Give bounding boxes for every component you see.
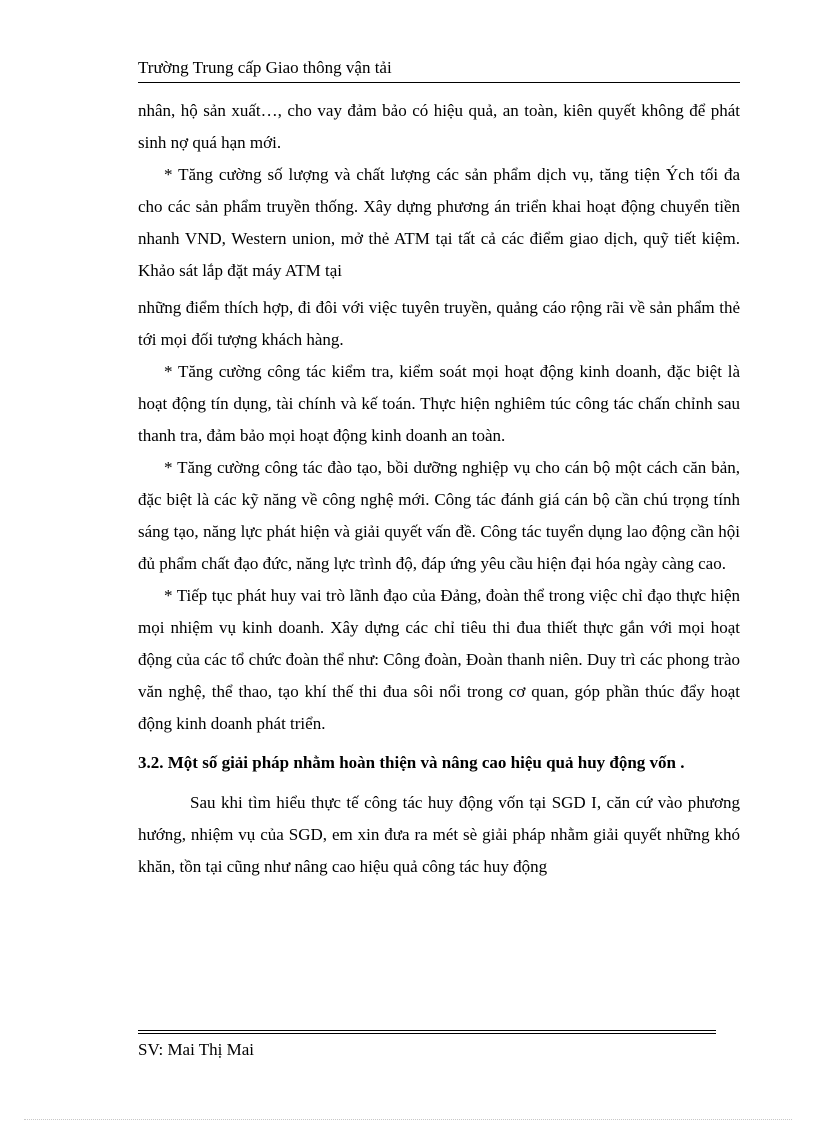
footer-author: SV: Mai Thị Mai xyxy=(138,1040,255,1059)
header-title: Trường Trung cấp Giao thông vận tải xyxy=(138,58,392,77)
paragraph-7: Sau khi tìm hiểu thực tế công tác huy động vốn tại SGD I, căn cứ vào phương hướng, nhiệm vụ của SGD, em xin đưa ra mét sè giải pháp nhằm giải quyết những khó khăn, tồn tại cũng như nâng cao hiệu quả công tác huy động xyxy=(138,793,740,876)
footer-rule-top xyxy=(138,1030,716,1031)
paragraph-2: * Tăng cường số lượng và chất lượng các sản phẩm dịch vụ, tăng tiện Ých tối đa cho các sản phẩm truyền thống. Xây dựng phương án triển khai hoạt động chuyển tiền nhanh VND, Western union, mở thẻ ATM tại tất cả các điểm giao dịch, quỹ tiết kiệm. Khảo sát lắp đặt máy ATM tại xyxy=(138,165,740,280)
paragraph-6: * Tiếp tục phát huy vai trò lãnh đạo của Đảng, đoàn thể trong việc chỉ đạo thực hiện mọi nhiệm vụ kinh doanh. Xây dựng các chỉ tiêu thi đua thiết thực gắn với mọi hoạt động của các tổ chức đoàn thể như: Công đoàn, Đoàn thanh niên. Duy trì các phong trào văn nghệ, thể thao, tạo khí thế thi đua sôi nổi trong cơ quan, góp phần thúc đẩy hoạt động kinh doanh phát triển. xyxy=(138,586,740,733)
paragraph-5: * Tăng cường công tác đào tạo, bồi dưỡng nghiệp vụ cho cán bộ một cách căn bản, đặc biệt là các kỹ năng về công nghệ mới. Công tác đánh giá cán bộ cần chú trọng tính sáng tạo, năng lực phát hiện và giải quyết vấn đề. Công tác tuyển dụng lao động cần hội đủ phẩm chất đạo đức, năng lực trình độ, đáp ứng yêu cầu hiện đại hóa ngày càng cao. xyxy=(138,458,740,573)
page-body xyxy=(138,95,740,883)
section-heading: 3.2. Một số giải pháp nhằm hoàn thiện và nâng cao hiệu quả huy động vốn . xyxy=(138,753,685,772)
paragraph-1: nhân, hộ sản xuất…, cho vay đảm bảo có hiệu quả, an toàn, kiên quyết không để phát sinh nợ quá hạn mới. xyxy=(138,101,740,152)
footer-rule-bottom xyxy=(138,1033,716,1034)
page-bottom-border xyxy=(24,1119,792,1120)
paragraph-4: * Tăng cường công tác kiểm tra, kiểm soát mọi hoạt động kinh doanh, đặc biệt là hoạt động tín dụng, tài chính và kế toán. Thực hiện nghiêm túc công tác chấn chỉnh sau thanh tra, đảm bảo mọi hoạt động kinh doanh an toàn. xyxy=(138,362,740,445)
paragraph-3: những điểm thích hợp, đi đôi với việc tuyên truyền, quảng cáo rộng rãi về sản phẩm thẻ tới mọi đối tượng khách hàng. xyxy=(138,298,740,349)
page-header xyxy=(138,56,740,83)
